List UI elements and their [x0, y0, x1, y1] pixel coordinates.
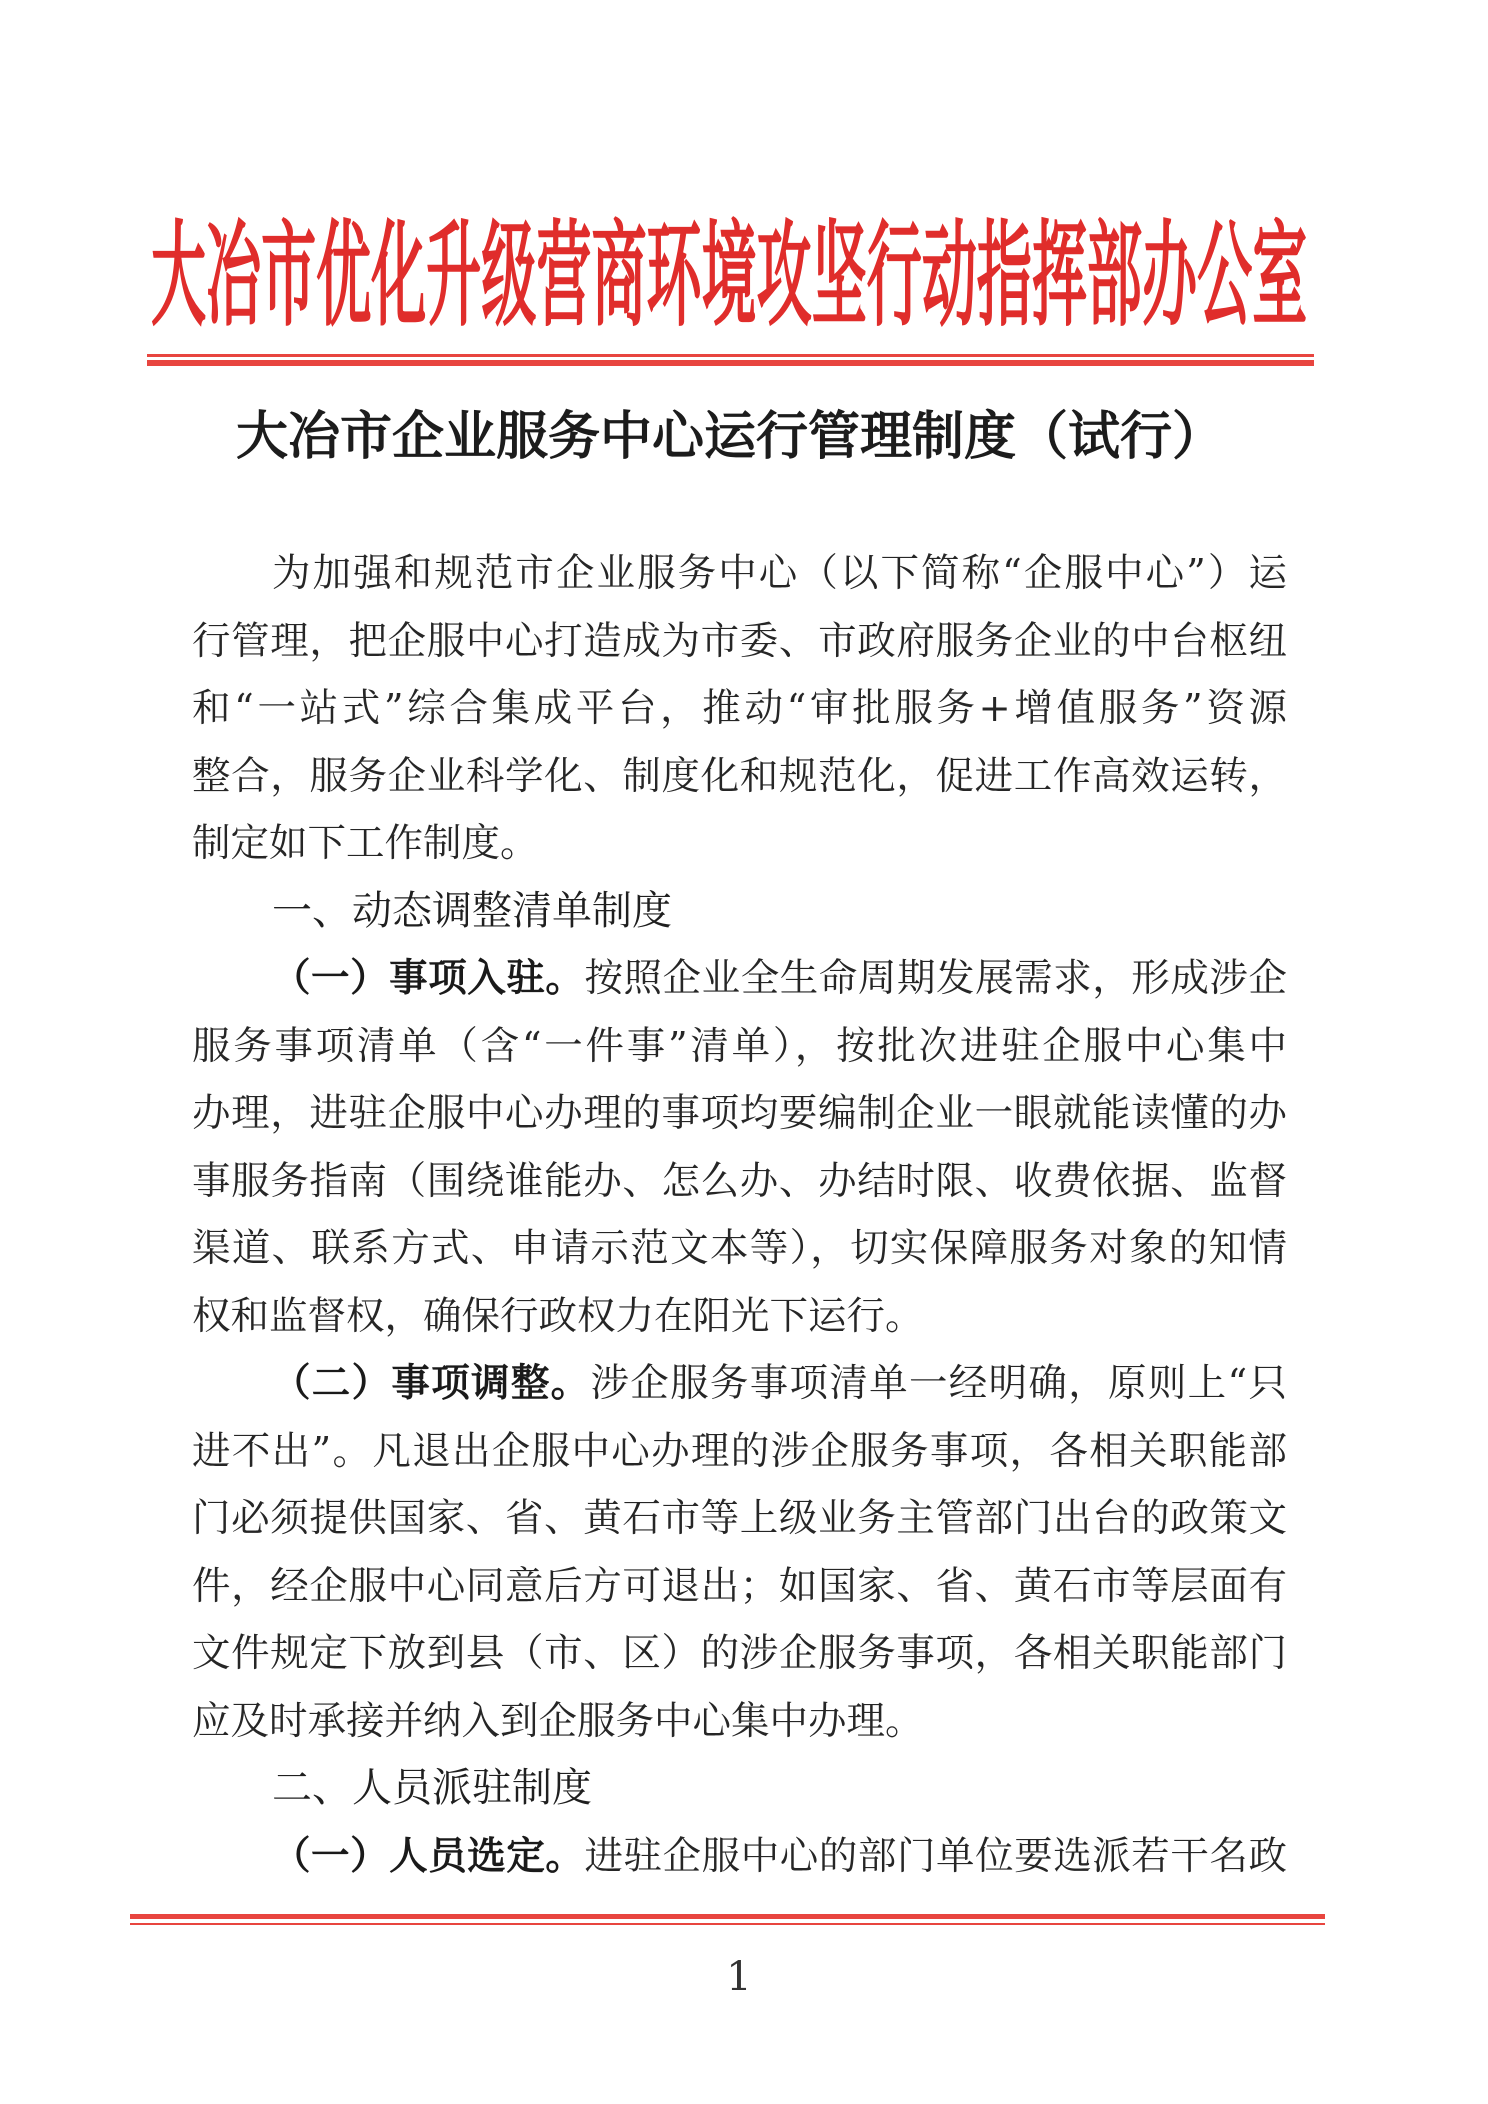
item-label: （二）事项调整。 — [272, 1361, 591, 1406]
paragraph-line: 服务事项清单（含“一件事”清单），按批次进驻企服中心集中 — [192, 1023, 1287, 1069]
paragraph-line: 制定如下工作制度。 — [192, 821, 539, 866]
paragraph-line: 权和监督权，确保行政权力在阳光下运行。 — [192, 1293, 924, 1339]
section-heading: 一、动态调整清单制度 — [272, 887, 672, 934]
paragraph-line: 文件规定下放到县（市、区）的涉企服务事项，各相关职能部门 — [192, 1631, 1287, 1676]
paragraph-line: 进不出”。凡退出企服中心办理的涉企服务事项，各相关职能部 — [192, 1428, 1287, 1474]
item-text: 涉企服务事项清单一经明确，原则上“只 — [590, 1361, 1287, 1406]
letterhead-rule-thick — [147, 360, 1314, 366]
item-text: 进驻企服中心的部门单位要选派若干名政 — [584, 1833, 1287, 1879]
paragraph-line: 整合，服务企业科学化、制度化和规范化，促进工作高效运转， — [192, 753, 1287, 799]
paragraph-line: 行管理，把企服中心打造成为市委、市政府服务企业的中台枢纽 — [192, 618, 1287, 664]
item-label: （一）事项入驻。 — [272, 956, 585, 1001]
org-title: 大冶市优化升级营商环境攻坚行动指挥部办公室 — [151, 210, 1308, 340]
paragraph-line — [192, 945, 1287, 1013]
paragraph-line — [192, 1823, 1287, 1891]
paragraph-line: 件，经企服中心同意后方可退出；如国家、省、黄石市等层面有 — [192, 1563, 1287, 1609]
item-label: （一）人员选定。 — [272, 1833, 585, 1879]
section-heading: 二、人员派驻制度 — [272, 1765, 592, 1811]
footer-rule-thin — [130, 1923, 1325, 1925]
document-title: 大冶市企业服务中心运行管理制度（试行） — [235, 406, 1224, 467]
intro-paragraph — [192, 540, 1287, 878]
paragraph-line: 事服务指南（围绕谁能办、怎么办、办结时限、收费依据、监督 — [192, 1158, 1287, 1204]
letterhead-rule-thin — [147, 354, 1314, 357]
item-text: 按照企业全生命周期发展需求，形成涉企 — [584, 956, 1287, 1001]
paragraph-line: 渠道、联系方式、申请示范文本等），切实保障服务对象的知情 — [192, 1226, 1287, 1271]
footer-rule-thick — [130, 1914, 1325, 1919]
paragraph-line: 和“一站式”综合集成平台，推动“审批服务+增值服务”资源 — [192, 686, 1287, 731]
section1-item2-paragraph — [192, 1350, 1287, 1755]
paragraph-line: 门必须提供国家、省、黄石市等上级业务主管部门出台的政策文 — [192, 1496, 1287, 1541]
paragraph-line: 办理，进驻企服中心办理的事项均要编制企业一眼就能读懂的办 — [192, 1091, 1287, 1136]
document-body — [192, 540, 1287, 1890]
letterhead — [151, 210, 1331, 340]
section2-item1-paragraph — [192, 1823, 1287, 1891]
paragraph-line — [192, 1350, 1287, 1418]
section1-item1-paragraph — [192, 945, 1287, 1350]
paragraph-line: 应及时承接并纳入到企服务中心集中办理。 — [192, 1698, 924, 1744]
paragraph-line: 为加强和规范市企业服务中心（以下简称“企服中心”）运 — [272, 551, 1287, 596]
page-number: 1 — [726, 1954, 752, 2000]
